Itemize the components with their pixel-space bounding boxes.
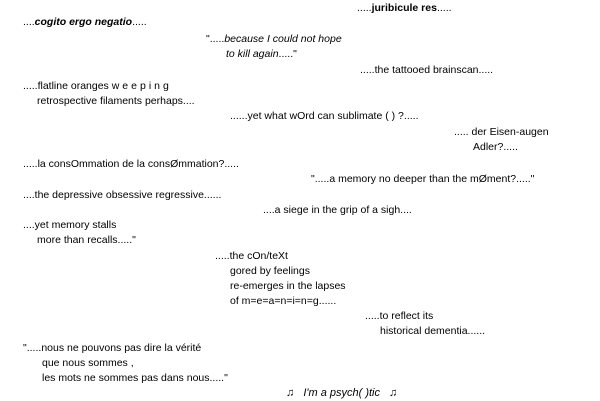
- cogito-text: cogito ergo negatio: [34, 16, 133, 28]
- line-recalls: more than recalls.....": [37, 234, 136, 246]
- poem-title: .....juribicule res.....: [357, 2, 452, 14]
- music-note-icon: ♫: [286, 387, 295, 399]
- line-sublimate: ......yet what wOrd can sublimate ( ) ?.....: [230, 110, 419, 122]
- line-consommation: .....la consOmmation de la consØmmation?.....: [23, 158, 239, 170]
- line-dementia: historical dementia......: [380, 325, 486, 337]
- signature-line: [286, 386, 397, 401]
- title-text: juribicule res: [371, 2, 437, 14]
- line-sommes: que nous sommes ,: [42, 357, 134, 369]
- line-memory-stalls: ....yet memory stalls: [23, 219, 117, 231]
- line-brainscan: .....the tattooed brainscan.....: [360, 64, 494, 76]
- line-cogito: ....cogito ergo negatio.....: [23, 16, 147, 28]
- music-note-icon: ♫: [389, 387, 398, 399]
- line-depressive: ....the depressive obsessive regressive......: [23, 189, 222, 201]
- line-siege: ....a siege in the grip of a sigh....: [263, 204, 412, 216]
- line-adler: Adler?.....: [473, 141, 518, 153]
- line-eisen-augen: ..... der Eisen-augen: [454, 126, 549, 138]
- line-context: .....the cOn/teXt: [215, 250, 288, 262]
- line-memory-moment: ".....a memory no deeper than the mØment?.....": [311, 173, 535, 185]
- line-filaments: retrospective filaments perhaps....: [37, 95, 195, 107]
- line-kill-again: to kill again.....": [226, 48, 297, 60]
- line-gored: gored by feelings: [230, 265, 310, 277]
- line-flatline: .....flatline oranges weeping: [23, 80, 172, 92]
- line-reflect: .....to reflect its: [365, 310, 434, 322]
- line-meaning: of m=e=a=n=i=n=g......: [230, 295, 337, 307]
- line-nous: ".....nous ne pouvons pas dire la vérité: [23, 342, 202, 354]
- line-because: ".....because I could not hope: [206, 33, 342, 45]
- line-re-emerges: re-emerges in the lapses: [230, 280, 346, 292]
- signature-text: I'm a psych( )tic: [303, 387, 380, 399]
- line-mots: les mots ne sommes pas dans nous.....": [42, 372, 228, 384]
